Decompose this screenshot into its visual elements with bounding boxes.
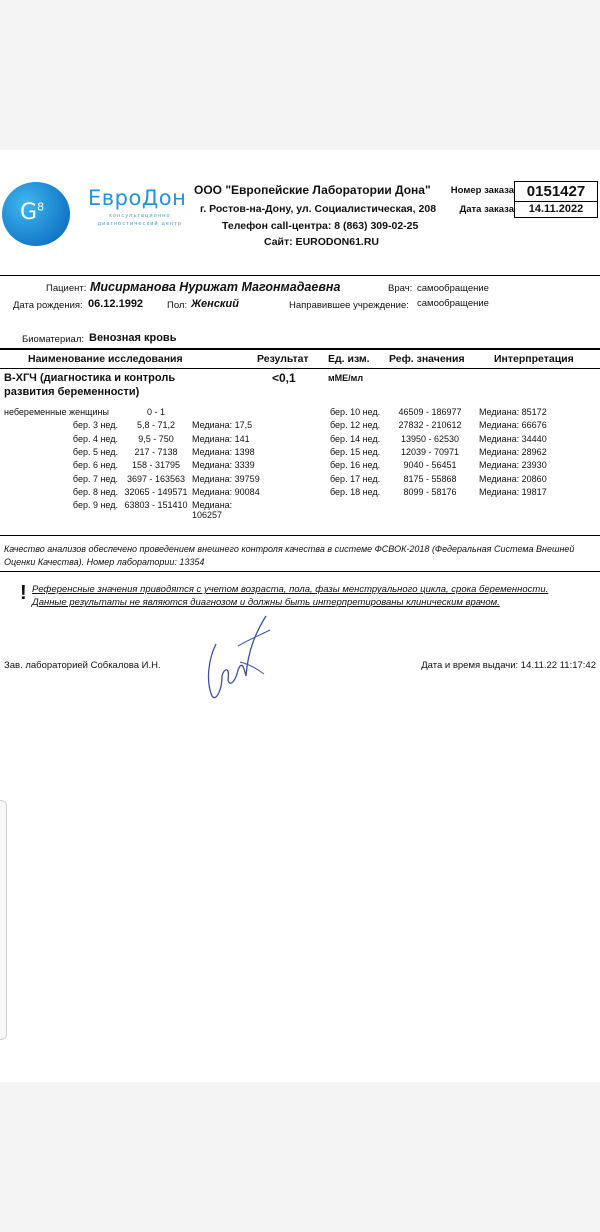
- doctor-value: самообращение: [417, 283, 489, 294]
- row-label: небеременные женщины: [4, 407, 109, 417]
- org-address: г. Ростов-на-Дону, ул. Социалистическая, 208: [200, 203, 437, 215]
- col-header-name: Наименование исследования: [28, 353, 183, 365]
- row-range: 8099 - 58176: [403, 486, 457, 497]
- row-range: 32065 - 149571: [124, 486, 188, 497]
- row-range: 217 - 7138: [134, 446, 178, 457]
- table-header-rule: [0, 368, 600, 369]
- table-bottom-rule: [0, 535, 600, 536]
- test-name-line1: B-ХГЧ (диагностика и контроль: [4, 372, 176, 384]
- quality-rule: [0, 571, 600, 572]
- row-median: Медиана: 19817: [479, 486, 547, 497]
- warning-mark: !: [20, 582, 27, 604]
- org-site: Сайт: EURODON61.RU: [264, 236, 379, 248]
- row-label: бер. 12 нед.: [330, 420, 381, 431]
- patient-label: Пациент:: [46, 283, 87, 294]
- row-median: Медиана: 34440: [479, 433, 547, 444]
- lab-head: Зав. лабораторией Собкалова И.Н.: [4, 660, 161, 671]
- test-result: <0,1: [272, 371, 296, 385]
- reference-row: [0, 434, 600, 447]
- row-range: 63803 - 151410: [124, 500, 188, 511]
- sex-label: Пол:: [167, 300, 188, 311]
- row-median: Медиана: 28962: [479, 446, 547, 457]
- note-diagnosis: Данные результаты не являются диагнозом и должны быть интерпретированы клиническим врачом.: [32, 597, 500, 608]
- quality-statement: Качество анализов обеспечено проведением внешнего контроля качества в системе ФСВОК-2018 (Федеральная Система Внешней Оценки Качества). Номер лаборатории: 13354: [4, 544, 575, 567]
- row-range: 3697 - 163563: [126, 473, 186, 484]
- row-range: 46509 - 186977: [398, 407, 462, 417]
- reference-row: [0, 460, 600, 473]
- reference-row: [0, 500, 600, 513]
- issue-datetime: Дата и время выдачи: 14.11.22 11:17:42: [421, 660, 596, 671]
- logo-mark: $G^8$: [20, 200, 45, 225]
- row-label: бер. 14 нед.: [330, 433, 381, 444]
- test-name-line2: развития беременности): [4, 386, 140, 398]
- test-unit: мМЕ/мл: [328, 373, 364, 383]
- row-median: Медиана: 90084: [192, 486, 260, 497]
- row-label: бер. 3 нед.: [72, 420, 118, 431]
- row-median: Медиана: 20860: [479, 473, 547, 484]
- row-range: 27832 - 210612: [398, 420, 462, 431]
- lab-report-page: [0, 150, 600, 1082]
- doctor-label: Врач:: [388, 283, 413, 294]
- row-median: Медиана: 17,5: [192, 420, 253, 431]
- sex-value: Женский: [191, 298, 239, 310]
- row-label: бер. 4 нед.: [72, 433, 118, 444]
- col-header-ref: Реф. значения: [389, 353, 465, 365]
- row-median: Медиана: 39759: [192, 473, 260, 484]
- order-date: 14.11.2022: [514, 201, 598, 218]
- row-range: 0 - 1: [146, 407, 165, 417]
- reference-row: [0, 474, 600, 487]
- row-median: Медиана:: [192, 500, 233, 511]
- order-number-label: Номер заказа: [450, 185, 514, 196]
- row-range: 8175 - 55868: [403, 473, 457, 484]
- table-top-rule: [0, 348, 600, 350]
- col-header-result: Результат: [257, 353, 309, 365]
- row-label: бер. 10 нед.: [330, 407, 381, 417]
- dob-value: 06.12.1992: [88, 298, 144, 310]
- header-divider: [0, 275, 600, 276]
- referral-label: Направившее учреждение:: [289, 300, 409, 311]
- row-median: Медиана: 1398: [192, 446, 255, 457]
- org-phone: Телефон call-центра: 8 (863) 309-02-25: [222, 220, 419, 232]
- row-label: бер. 5 нед.: [72, 446, 118, 457]
- dob-label: Дата рождения:: [13, 300, 83, 311]
- row-median: Медиана: 141: [192, 433, 250, 444]
- row-median: Медиана: 85172: [479, 407, 547, 417]
- note-reference: Референсные значения приводятся с учетом возраста, пола, фазы менструального цикла, срока беременности.: [32, 584, 549, 595]
- brand-subtitle: консультационно диагностический центр: [97, 213, 183, 227]
- last-median-value: 106257: [192, 510, 223, 520]
- row-range: 5,8 - 71,2: [136, 420, 176, 431]
- col-header-unit: Ед. изм.: [328, 353, 370, 365]
- reference-row: [0, 420, 600, 433]
- row-label: бер. 7 нед.: [72, 473, 118, 484]
- page-edge-tab: [0, 800, 7, 1040]
- reference-row: [0, 487, 600, 500]
- row-label: бер. 8 нед.: [72, 486, 118, 497]
- patient-name: Мисирманова Нурижат Магонмадаевна: [90, 280, 341, 294]
- row-range: 13950 - 62530: [400, 433, 460, 444]
- row-label: бер. 16 нед.: [330, 460, 381, 471]
- biomaterial-label: Биоматериал:: [22, 334, 85, 345]
- org-name: ООО "Европейские Лаборатории Дона": [194, 183, 431, 197]
- order-number: 0151427: [514, 181, 598, 202]
- row-label: бер. 18 нед.: [330, 486, 381, 497]
- reference-row: [0, 407, 600, 420]
- row-range: 12039 - 70971: [400, 446, 460, 457]
- row-median: Медиана: 3339: [192, 460, 255, 471]
- brand-name: ЕвроДон: [88, 186, 187, 210]
- row-range: 9,5 - 750: [138, 433, 174, 444]
- referral-value: самообращение: [417, 298, 489, 309]
- order-date-label: Дата заказа: [459, 204, 514, 215]
- reference-row: [0, 447, 600, 460]
- doctor-signature: [200, 610, 280, 702]
- row-label: бер. 15 нед.: [330, 446, 381, 457]
- row-median: Медиана: 66676: [479, 420, 547, 431]
- row-label: бер. 6 нед.: [72, 460, 118, 471]
- biomaterial-value: Венозная кровь: [89, 332, 177, 344]
- row-range: 9040 - 56451: [403, 460, 457, 471]
- col-header-interpretation: Интерпретация: [494, 353, 574, 365]
- row-label: бер. 9 нед.: [72, 500, 118, 511]
- row-label: бер. 17 нед.: [330, 473, 381, 484]
- row-median: Медиана: 23930: [479, 460, 547, 471]
- row-range: 158 - 31795: [131, 460, 181, 471]
